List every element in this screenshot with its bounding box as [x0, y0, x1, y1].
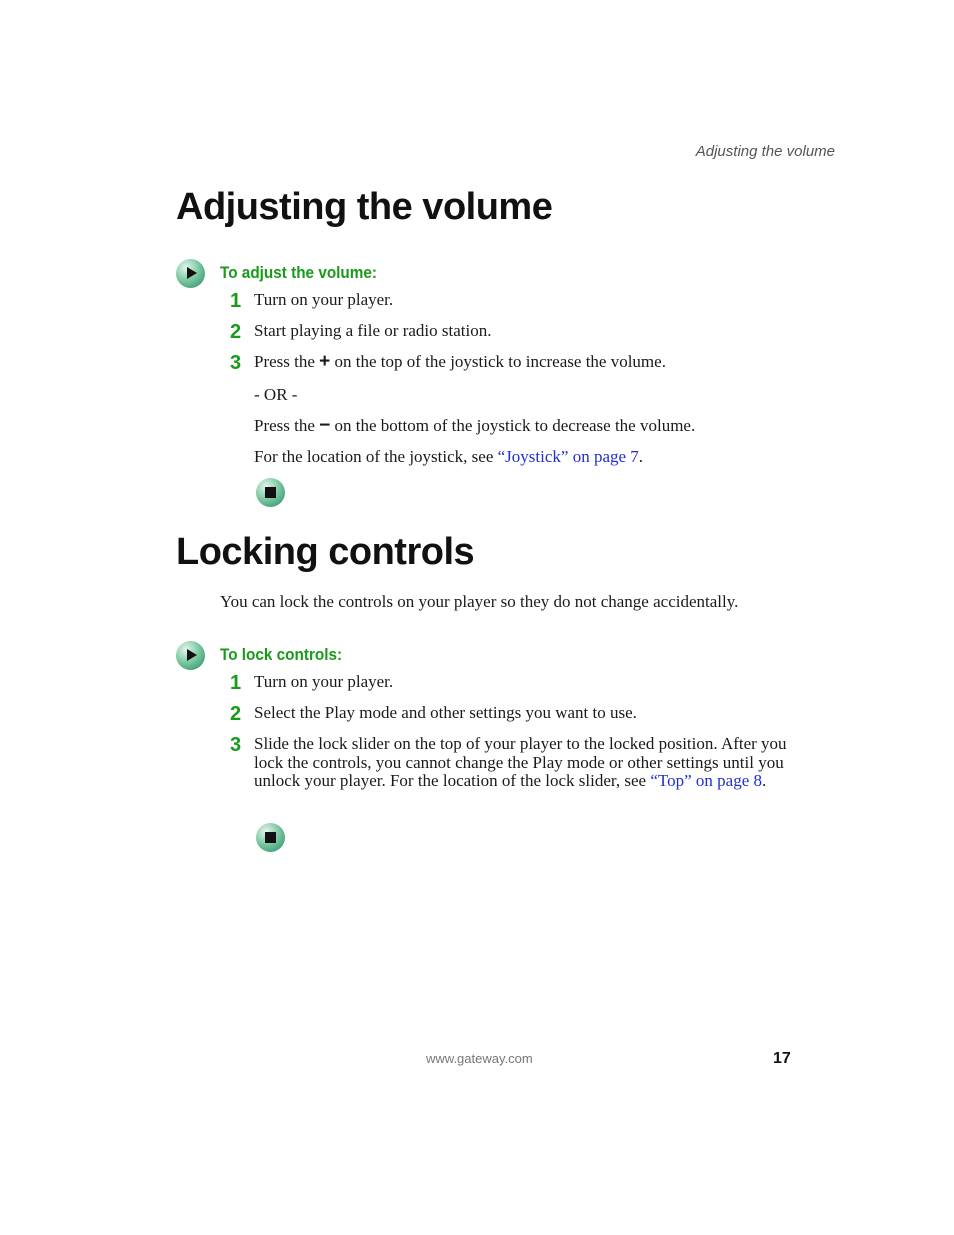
step-text — [254, 353, 666, 372]
procedure-title: To adjust the volume: — [220, 263, 377, 282]
alt-text-after: on the bottom of the joystick to decrease the volume. — [334, 416, 696, 435]
or-separator: - OR - — [254, 385, 298, 404]
step-number: 1 — [230, 672, 242, 694]
alternate-step — [254, 417, 695, 436]
see-text-after: . — [638, 447, 644, 466]
step-text-after: on the top of the joystick to increase the volume. — [334, 352, 666, 371]
alt-text-before: Press the — [254, 416, 315, 435]
step-3 — [230, 735, 800, 791]
step-text — [254, 735, 794, 791]
step-text-before: Press the — [254, 352, 315, 371]
step-number: 3 — [230, 734, 242, 756]
step-text-after: . — [762, 771, 767, 790]
step-3 — [230, 353, 800, 373]
step-text-body: Slide the lock slider on the top of your player to the locked position. After you lock the controls, you cannot change the Play mode or other settings until you unlock your player. For the location of the lock slider, see — [254, 734, 787, 790]
page-number: 17 — [773, 1050, 791, 1067]
section-intro: You can lock the controls on your player so they do not change accidentally. — [220, 592, 739, 611]
step-text: Turn on your player. — [254, 672, 394, 691]
minus-icon: − — [319, 415, 331, 436]
section-title-adjusting-volume: Adjusting the volume — [176, 186, 553, 228]
step-2 — [230, 322, 800, 342]
step-text: Select the Play mode and other settings you want to use. — [254, 703, 637, 722]
see-text-before: For the location of the joystick, see — [254, 447, 494, 466]
procedure-arrow-icon — [176, 259, 205, 288]
see-reference — [254, 448, 643, 467]
section-title-locking-controls: Locking controls — [176, 531, 475, 573]
step-text: Start playing a file or radio station. — [254, 321, 492, 340]
procedure-arrow-icon — [176, 641, 205, 670]
top-page-link[interactable]: “Top” on page 8 — [650, 771, 762, 790]
stop-icon — [256, 823, 285, 852]
step-number: 1 — [230, 290, 242, 312]
step-number: 2 — [230, 703, 242, 725]
stop-icon — [256, 478, 285, 507]
procedure-heading — [176, 257, 394, 289]
procedure-title: To lock controls: — [220, 645, 343, 664]
footer-url: www.gateway.com — [426, 1051, 533, 1066]
plus-icon: + — [319, 351, 331, 372]
step-number: 3 — [230, 352, 242, 374]
running-head: Adjusting the volume — [695, 143, 835, 160]
step-text: Turn on your player. — [254, 290, 394, 309]
joystick-page-link[interactable]: “Joystick” on page 7 — [497, 447, 639, 466]
procedure-heading — [176, 639, 356, 671]
step-1 — [230, 291, 800, 311]
step-number: 2 — [230, 321, 242, 343]
step-2 — [230, 704, 800, 724]
step-1 — [230, 673, 800, 693]
